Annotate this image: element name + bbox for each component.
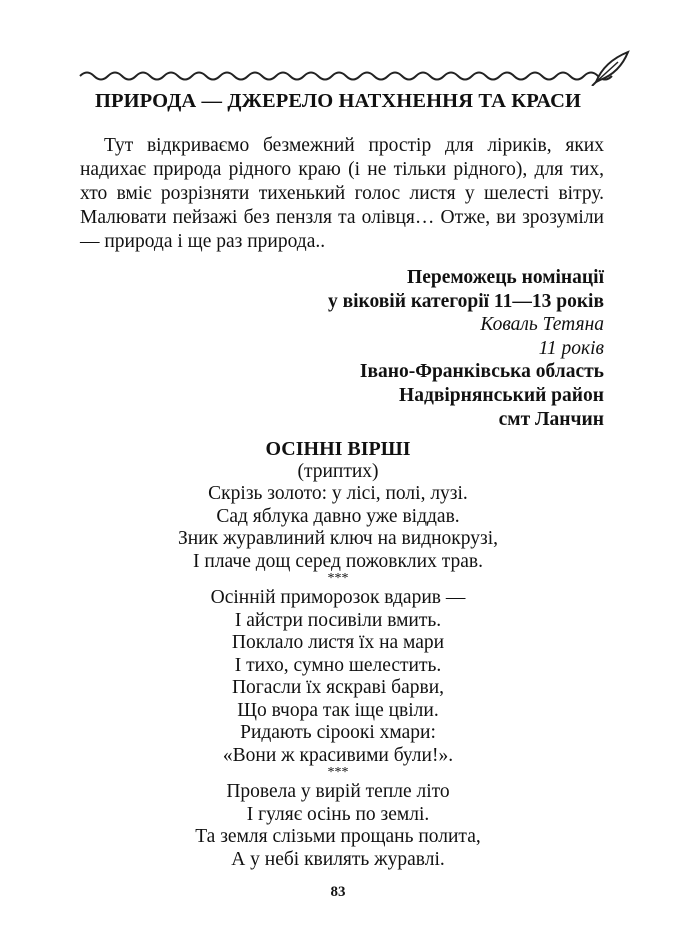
poem-title: ОСІННІ ВІРШІ — [265, 438, 411, 460]
poem-line: І айстри посивіли вмить. — [234, 609, 442, 631]
poem-line: Поклало листя їх на мари — [231, 632, 445, 653]
poem-line: І тихо, сумно шелестить. — [234, 654, 442, 676]
page-title: ПРИРОДА — ДЖЕРЕЛО НАТХНЕННЯ ТА КРАСИ — [94, 90, 582, 112]
intro-paragraph — [80, 134, 604, 254]
poem-line: Осінній приморозок вдарив — — [210, 587, 466, 608]
stanza-separator: *** — [327, 571, 349, 586]
poem-line: Зник журавлиний ключ на виднокрузі, — [177, 528, 499, 549]
poem-line: Погасли їх яскраві барви, — [231, 677, 445, 698]
poem-line: І гуляє осінь по землі. — [246, 803, 430, 825]
author-town: смт Ланчин — [498, 408, 604, 430]
poem-line: «Вони ж красивими були!». — [222, 744, 454, 766]
poem-line: Та земля слізьми прощань полита, — [195, 826, 481, 847]
author-credits — [328, 266, 604, 431]
poem-line: Ридають сіроокі хмари: — [240, 722, 436, 743]
poem-line: Скрізь золото: у лісі, полі, лузі. — [208, 483, 468, 504]
stanza-separator: *** — [327, 765, 349, 780]
poem-line: Що вчора так іще цвіли. — [237, 699, 439, 721]
poem-line: Провела у вирій тепле літо — [226, 781, 450, 802]
page-number: 83 — [330, 884, 346, 900]
author-district: Надвірнянський район — [399, 384, 604, 406]
author-age: 11 років — [538, 337, 604, 359]
poem-line: Сад яблука давно уже віддав. — [216, 505, 460, 527]
award-line-1: Переможець номінації — [407, 267, 604, 288]
poem — [0, 438, 676, 871]
author-name: Коваль Тетяна — [480, 314, 604, 336]
intro-text: Тут відкриваємо безмежний простір для ліриків, яких надихає природа рідного краю (і не тільки рідного), для тих, хто вміє розрізняти тихенький голос листя у шелесті вітру. Малювати пейзажі без пензля та олівця… Отже, ви зрозуміли — природа і ще раз природа.. — [80, 135, 604, 252]
poem-subtitle: (триптих) — [297, 460, 379, 482]
award-line-2: у віковій категорії 11—13 років — [327, 290, 604, 312]
poem-line: І плаче дощ серед пожовклих трав. — [193, 550, 483, 572]
author-region: Івано-Франківська область — [359, 361, 604, 383]
poem-line: А у небі квилять журавлі. — [231, 848, 445, 870]
wavy-line-feather-icon — [78, 46, 630, 86]
